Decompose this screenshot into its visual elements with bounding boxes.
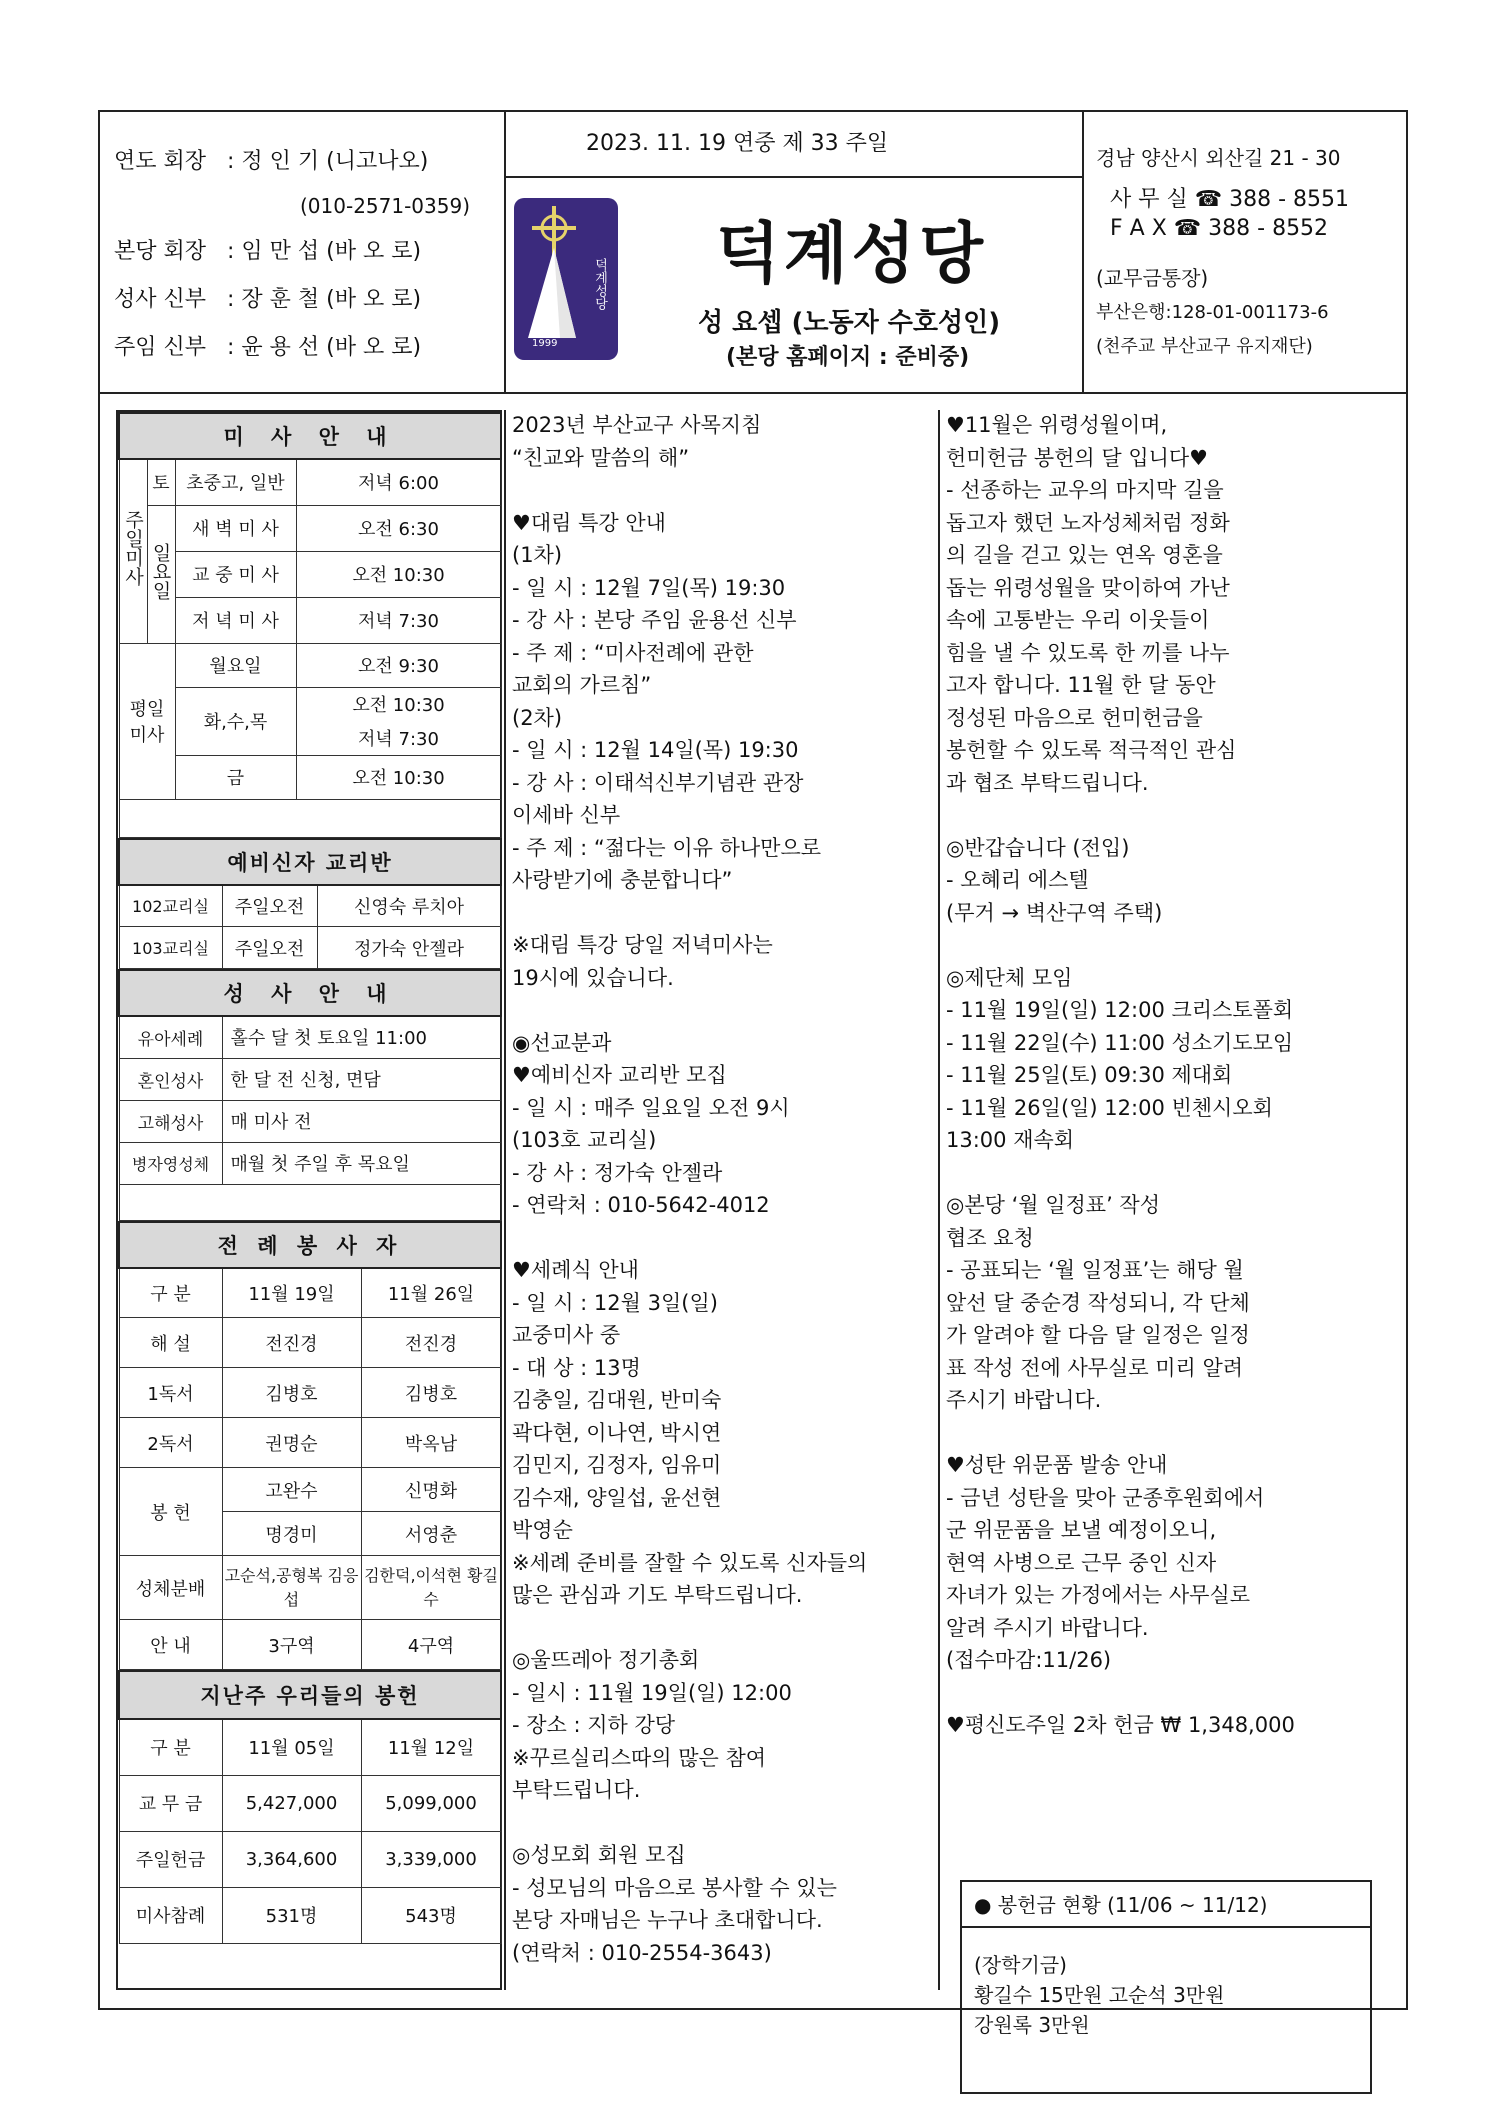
mass-time: 오전 10:30 [296, 687, 501, 721]
middle-line: ♥세례식 안내 [512, 1258, 639, 1282]
liturgy-table [118, 1221, 502, 1671]
cell: 11월 12일 [361, 1719, 501, 1775]
cell: 주일오전 [222, 885, 317, 927]
mass-time: 오전 10:30 [296, 755, 501, 799]
right-line: 군 위문품을 보낼 예정이오니, [946, 1518, 1217, 1542]
header-left-phone: (010-2571-0359) [300, 194, 471, 218]
cell: 103교리실 [119, 927, 222, 969]
header-left-value: : 장 훈 철 (바 오 로) [227, 287, 422, 312]
cell: 102교리실 [119, 885, 222, 927]
patron-saint: 성 요셉 (노동자 수호성인) [698, 308, 1001, 338]
middle-line: 사랑받기에 충분합니다” [512, 868, 733, 892]
right-line: - 선종하는 교우의 마지막 길을 [946, 478, 1224, 502]
middle-line: 김민지, 김정자, 임유미 [512, 1453, 722, 1477]
middle-line: 곽다현, 이나연, 박시연 [512, 1420, 722, 1445]
middle-line: (연락처 : 010-2554-3643) [512, 1940, 772, 1965]
cell: 11월 26일 [361, 1268, 501, 1318]
middle-line: - 연락처 : 010-5642-4012 [512, 1193, 770, 1217]
cell: 홀수 달 첫 토요일 11:00 [222, 1016, 501, 1058]
cell: 한 달 전 신청, 면담 [222, 1058, 501, 1100]
column-divider [504, 410, 506, 1990]
header-right [1084, 112, 1406, 392]
middle-line: - 일 시 : 매주 일요일 오전 9시 [512, 1095, 790, 1120]
weekday-day: 화,수,목 [175, 687, 296, 755]
left-column [116, 410, 502, 1990]
cell: 해 설 [119, 1318, 222, 1368]
mass-table [118, 412, 502, 838]
cell: 543명 [361, 1887, 501, 1943]
donation-line: 강원록 3만원 [974, 2013, 1090, 2037]
cell: 5,427,000 [222, 1775, 361, 1831]
header-left-row [114, 282, 421, 313]
right-line: ◎반갑습니다 (전입) [946, 835, 1130, 860]
office-phone: 사 무 실 ☎ 388 - 8551 [1110, 187, 1350, 212]
right-line: (무거 → 벽산구역 주택) [946, 900, 1163, 925]
middle-line: ♥대림 특강 안내 [512, 510, 666, 535]
account-label: (교무금통장) [1096, 266, 1209, 290]
right-line: 가 알려야 할 다음 달 일정은 일정 [946, 1323, 1250, 1347]
middle-line: - 성모님의 마음으로 봉사할 수 있는 [512, 1875, 837, 1900]
middle-line: (2차) [512, 705, 563, 730]
middle-line: - 일 시 : 12월 7일(목) 19:30 [512, 575, 786, 600]
cell: 박옥남 [361, 1418, 501, 1468]
header-left-value: : 윤 용 선 (바 오 로) [227, 335, 422, 360]
divider [506, 176, 1082, 178]
middle-line: - 강 사 : 정가숙 안젤라 [512, 1160, 723, 1185]
cell: 3구역 [222, 1620, 361, 1670]
middle-line: 김충일, 김대원, 반미숙 [512, 1388, 722, 1412]
right-line: 앞선 달 중순경 작성되니, 각 단체 [946, 1290, 1250, 1315]
header-left-row [114, 144, 428, 175]
mass-title: 미 사 안 내 [119, 413, 501, 459]
middle-line: (103호 교리실) [512, 1128, 657, 1152]
bank-account: 부산은행:128-01-001173-6 [1096, 302, 1329, 323]
right-line: 의 길을 걷고 있는 연옥 영혼을 [946, 543, 1223, 567]
header-left [100, 112, 506, 392]
middle-line: - 일시 : 11월 19일(일) 12:00 [512, 1680, 792, 1705]
right-line: 과 협조 부탁드립니다. [946, 770, 1149, 795]
cell: 11월 05일 [222, 1719, 361, 1775]
right-line: 힘을 낼 수 있도록 한 끼를 나누 [946, 640, 1230, 665]
right-line: - 금년 성탄을 맞아 군종후원회에서 [946, 1485, 1265, 1510]
header-left-label: 성사 신부 [114, 287, 207, 312]
cell: 권명순 [222, 1418, 361, 1468]
foundation: (천주교 부산교구 유지재단) [1096, 336, 1313, 357]
right-line: - 11월 22일(수) 11:00 성소기도모임 [946, 1030, 1294, 1055]
cell: 구 분 [119, 1268, 222, 1318]
cell: 주일헌금 [119, 1831, 222, 1887]
cell: 매 미사 전 [222, 1100, 501, 1142]
right-line: 정성된 마음으로 헌미헌금을 [946, 705, 1203, 730]
mass-name: 교 중 미 사 [175, 551, 296, 597]
right-line: - 11월 19일(일) 12:00 크리스토폴회 [946, 998, 1294, 1022]
cell: 4구역 [361, 1620, 501, 1670]
weekday-mass-label: 평일 미사 [119, 643, 175, 799]
middle-line: - 주 제 : “젊다는 이유 하나만으로 [512, 835, 822, 860]
middle-line: - 강 사 : 본당 주임 윤용선 신부 [512, 608, 797, 632]
cell: 고완수 [222, 1468, 361, 1512]
cell: 3,364,600 [222, 1831, 361, 1887]
homepage-info: (본당 홈페이지 : 준비중) [726, 345, 970, 370]
right-line: 봉헌할 수 있도록 적극적인 관심 [946, 738, 1237, 762]
right-line: 자녀가 있는 가정에서는 사무실로 [946, 1583, 1251, 1607]
middle-line: 이세바 신부 [512, 803, 621, 827]
header-left-label: 주임 신부 [114, 335, 207, 360]
logo-text: 덕계성당 [592, 258, 607, 310]
cell: 미사참례 [119, 1887, 222, 1943]
cell: 1독서 [119, 1368, 222, 1418]
donation-box [960, 1880, 1372, 2094]
middle-line: - 주 제 : “미사전례에 관한 [512, 640, 754, 665]
middle-line: ※꾸르실리스따의 많은 참여 [512, 1745, 767, 1770]
right-line: ◎본당 ‘월 일정표’ 작성 [946, 1193, 1160, 1217]
middle-line: ◎울뜨레아 정기총회 [512, 1648, 700, 1672]
middle-line: 박영순 [512, 1518, 573, 1542]
header-left-value: : 임 만 섭 (바 오 로) [227, 239, 422, 264]
middle-line: - 대 상 : 13명 [512, 1355, 641, 1380]
mass-time: 저녁 6:00 [296, 459, 501, 505]
cell: 신영숙 루치아 [317, 885, 501, 927]
sunday-label [147, 505, 175, 643]
weekday-day: 금 [175, 755, 296, 799]
middle-line: (1차) [512, 543, 563, 567]
cell: 3,339,000 [361, 1831, 501, 1887]
mass-name: 새 벽 미 사 [175, 505, 296, 551]
cell: 서영춘 [361, 1512, 501, 1556]
cell: 병자영성체 [119, 1142, 222, 1184]
header-left-label: 본당 회장 [114, 239, 207, 264]
cell: 명경미 [222, 1512, 361, 1556]
middle-line: 김수재, 양일섭, 윤선현 [512, 1485, 722, 1510]
right-line: - 11월 26일(일) 12:00 빈첸시오회 [946, 1095, 1273, 1120]
bulletin-body [100, 394, 1406, 2037]
cell: 김한덕,이석현 황길수 [361, 1556, 501, 1620]
middle-line: - 일 시 : 12월 3일(일) [512, 1290, 718, 1315]
middle-line: ♥예비신자 교리반 모집 [512, 1063, 727, 1087]
header [100, 112, 1406, 394]
middle-line: 19시에 있습니다. [512, 965, 674, 990]
middle-line: 교회의 가르침” [512, 673, 652, 697]
right-line: 돕고자 했던 노자성체처럼 정화 [946, 510, 1230, 535]
middle-line: ※세례 준비를 잘할 수 있도록 신자들의 [512, 1550, 868, 1575]
communion-label: 성체분배 [119, 1556, 222, 1620]
address: 경남 양산시 외산길 21 - 30 [1096, 146, 1341, 170]
sunday-label-text: 일요일 [149, 543, 172, 600]
cell: 531명 [222, 1887, 361, 1943]
cell: 고해성사 [119, 1100, 222, 1142]
right-line: - 공표되는 ‘월 일정표’는 해당 월 [946, 1258, 1244, 1282]
offerings-title: 지난주 우리들의 봉헌 [119, 1671, 501, 1719]
liturgy-title: 전 례 봉 사 자 [119, 1222, 501, 1268]
header-left-value: : 정 인 기 (니고나오) [227, 149, 429, 174]
right-line: ◎제단체 모임 [946, 965, 1073, 990]
cell: 김병호 [361, 1368, 501, 1418]
right-line: - 오혜리 에스텔 [946, 868, 1089, 892]
header-left-row [114, 330, 421, 361]
middle-line: - 강 사 : 이태석신부기념관 관장 [512, 770, 804, 795]
sacraments-table [118, 969, 502, 1221]
cell: 고순석,공형복 김응섭 [222, 1556, 361, 1620]
mass-time: 오전 10:30 [296, 551, 501, 597]
middle-line: ※대림 특강 당일 저녁미사는 [512, 933, 773, 957]
cell: 전진경 [222, 1318, 361, 1368]
right-line: ♥성탄 위문품 발송 안내 [946, 1453, 1168, 1477]
cell: 구 분 [119, 1719, 222, 1775]
cell: 정가숙 안젤라 [317, 927, 501, 969]
cell: 교 무 금 [119, 1775, 222, 1831]
right-line: 속에 고통받는 우리 이웃들이 [946, 608, 1210, 632]
cell: 11월 19일 [222, 1268, 361, 1318]
sunday-mass-label [119, 459, 147, 643]
cell: 5,099,000 [361, 1775, 501, 1831]
cell: 전진경 [361, 1318, 501, 1368]
right-line: 돕는 위령성월을 맞이하여 가난 [946, 575, 1230, 600]
church-logo [514, 198, 618, 360]
right-line: 알려 주시기 바랍니다. [946, 1615, 1149, 1640]
church-name: 덕계성당 [716, 215, 988, 292]
cell: 2독서 [119, 1418, 222, 1468]
right-line: 협조 요청 [946, 1225, 1034, 1250]
weekday-day: 월요일 [175, 643, 296, 687]
column-divider [938, 410, 940, 1990]
middle-line: 많은 관심과 기도 부탁드립니다. [512, 1583, 803, 1607]
middle-line: “친교와 말씀의 해” [512, 445, 690, 470]
middle-line: - 일 시 : 12월 14일(목) 19:30 [512, 738, 799, 762]
mass-time: 저녁 7:30 [296, 597, 501, 643]
right-line: ♥평신도주일 2차 헌금 ₩ 1,348,000 [946, 1713, 1295, 1737]
catechumen-title: 예비신자 교리반 [119, 839, 501, 885]
cell: 주일오전 [222, 927, 317, 969]
right-line: 주시기 바랍니다. [946, 1388, 1102, 1412]
mass-name: 초중고, 일반 [175, 459, 296, 505]
bulletin-frame [98, 110, 1408, 2037]
spacer-row [119, 799, 501, 837]
middle-line: 부탁드립니다. [512, 1778, 641, 1802]
cell: 김병호 [222, 1368, 361, 1418]
sunday-mass-label-text: 주일미사 [122, 510, 144, 587]
catechumen-table [118, 838, 502, 970]
right-line: 현역 사병으로 근무 중인 신자 [946, 1550, 1217, 1575]
header-left-label: 연도 회장 [114, 149, 207, 174]
offerings-table [118, 1670, 502, 1944]
donation-title: ● 봉헌금 현황 (11/06 ~ 11/12) [974, 1893, 1268, 1917]
mass-time: 오전 6:30 [296, 505, 501, 551]
cell: 신명화 [361, 1468, 501, 1512]
right-line: 헌미헌금 봉헌의 달 입니다♥ [946, 445, 1208, 470]
right-line: - 11월 25일(토) 09:30 제대회 [946, 1063, 1233, 1087]
donation-line: 황길수 15만원 고순석 3만원 [974, 1983, 1225, 2007]
offering-label: 봉 헌 [119, 1468, 222, 1556]
donation-line: (장학기금) [974, 1953, 1067, 1977]
sacraments-title: 성 사 안 내 [119, 970, 501, 1016]
spacer-row [119, 1184, 501, 1220]
middle-line: 2023년 부산교구 사목지침 [512, 413, 762, 437]
bulletin-date: 2023. 11. 19 연중 제 33 주일 [586, 131, 889, 156]
logo-year: 1999 [532, 338, 558, 349]
middle-line: ◎성모회 회원 모집 [512, 1843, 686, 1867]
middle-line: ◉선교분과 [512, 1030, 612, 1055]
right-line: (접수마감:11/26) [946, 1648, 1112, 1672]
right-line: 13:00 재속회 [946, 1128, 1075, 1152]
middle-line: - 장소 : 지하 강당 [512, 1713, 676, 1737]
fax: F A X ☎ 388 - 8552 [1110, 216, 1329, 241]
middle-line: 본당 자매님은 누구나 초대합니다. [512, 1908, 823, 1932]
cell: 매월 첫 주일 후 목요일 [222, 1142, 501, 1184]
cell: 유아세례 [119, 1016, 222, 1058]
header-left-row [114, 234, 421, 265]
right-line: ♥11월은 위령성월이며, [946, 413, 1168, 437]
mass-name: 저 녁 미 사 [175, 597, 296, 643]
middle-line: 교중미사 중 [512, 1323, 621, 1347]
mass-time: 오전 9:30 [296, 643, 501, 687]
right-line: 고자 합니다. 11월 한 달 동안 [946, 673, 1216, 697]
saturday-label: 토 [147, 459, 175, 505]
right-line: 표 작성 전에 사무실로 미리 알려 [946, 1355, 1244, 1380]
cell: 혼인성사 [119, 1058, 222, 1100]
mass-time: 저녁 7:30 [296, 721, 501, 755]
cell: 안 내 [119, 1620, 222, 1670]
